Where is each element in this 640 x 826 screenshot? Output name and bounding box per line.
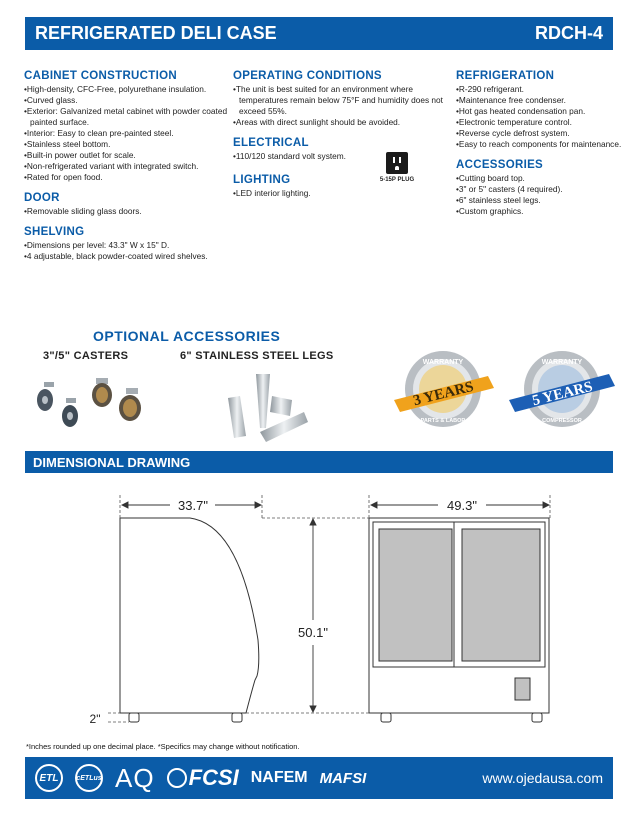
list-item: • Reverse cycle defrost system. xyxy=(456,128,631,139)
list-item: • Non-refrigerated variant with integrated switch. xyxy=(24,161,229,172)
warranty-badge-5-years xyxy=(505,348,620,430)
accessories-title: ACCESSORIES xyxy=(456,159,544,171)
stainless-legs-image xyxy=(220,372,320,444)
globe-icon xyxy=(167,768,187,788)
aq-logo: AQ xyxy=(115,762,155,793)
optional-accessories-title: OPTIONAL ACCESSORIES xyxy=(93,328,281,344)
list-item: • Stainless steel bottom. xyxy=(24,139,229,150)
plug-block xyxy=(372,152,422,183)
cetlus-logo: cETLus xyxy=(75,764,103,792)
leg-4-icon xyxy=(260,412,308,442)
refrigeration-title: REFRIGERATION xyxy=(456,70,555,82)
list-item: • R-290 refrigerant. xyxy=(456,84,631,95)
caster-3in-b-icon xyxy=(62,398,78,427)
legs-label: 6" STAINLESS STEEL LEGS xyxy=(180,350,334,362)
lighting-list xyxy=(233,188,448,199)
refrigeration-list xyxy=(456,84,631,150)
list-item: • Hot gas heated condensation pan. xyxy=(456,106,631,117)
column-middle xyxy=(233,70,448,208)
caster-5in-a-icon xyxy=(92,378,112,407)
warranty-years-text-2: 5 YEARS xyxy=(530,378,595,410)
footnote: *Inches rounded up one decimal place. *Specifics may change without notification. xyxy=(26,742,300,751)
casters-image xyxy=(30,378,150,438)
list-item: • Curved glass. xyxy=(24,95,229,106)
warranty-top-text-2: WARRANTY xyxy=(541,359,583,366)
side-view-outline xyxy=(120,518,259,713)
leg-2-icon xyxy=(256,374,270,428)
etl-logo: ETL xyxy=(35,764,63,792)
website-link[interactable]: www.ojedausa.com xyxy=(482,770,603,786)
front-leg-right xyxy=(532,713,542,722)
mafsi-logo: MAFSI xyxy=(319,769,367,787)
list-item: • Exterior: Galvanized metal cabinet with powder coated painted surface. xyxy=(24,106,229,128)
list-item: • Easy to reach components for maintenance. xyxy=(456,139,631,150)
leg-3-icon xyxy=(270,396,292,416)
operating-conditions-title: OPERATING CONDITIONS xyxy=(233,70,382,82)
fcsi-logo: FCSI xyxy=(167,765,239,791)
list-item: • Interior: Easy to clean pre-painted steel. xyxy=(24,128,229,139)
title-banner xyxy=(25,17,613,50)
list-item: • LED interior lighting. xyxy=(233,188,448,199)
list-item: • 110/120 standard volt system. xyxy=(233,151,448,162)
warranty-badge-3-years xyxy=(388,348,498,430)
door-title: DOOR xyxy=(24,192,60,204)
list-item: • Removable sliding glass doors. xyxy=(24,206,229,217)
list-item: • High-density, CFC-Free, polyurethane insulation. xyxy=(24,84,229,95)
shelving-title: SHELVING xyxy=(24,226,85,238)
lighting-title: LIGHTING xyxy=(233,174,291,186)
front-glass-left xyxy=(379,529,452,661)
width-label: 49.3" xyxy=(447,498,477,513)
shelving-list xyxy=(24,240,229,262)
list-item: • Areas with direct sunlight should be avoided. xyxy=(233,117,448,128)
front-glass-right xyxy=(462,529,540,661)
footer-banner xyxy=(25,757,613,799)
electrical-title: ELECTRICAL xyxy=(233,137,309,149)
dimensional-drawing xyxy=(0,475,640,737)
plug-label: 5-15P PLUG xyxy=(379,177,415,183)
column-right xyxy=(456,70,631,226)
dimensional-drawing-title: DIMENSIONAL DRAWING xyxy=(33,454,191,470)
warranty-top-text-1: WARRANTY xyxy=(422,359,464,366)
operating-conditions-list xyxy=(233,84,448,128)
list-item: • The unit is best suited for an environment where temperatures remain below 75°F and humidity does not exceed 55%. xyxy=(233,84,448,117)
cabinet-construction-list xyxy=(24,84,229,183)
casters-label: 3"/5" CASTERS xyxy=(43,350,129,362)
side-leg-back xyxy=(232,713,242,722)
caster-3in-a-icon xyxy=(37,382,54,411)
model-number: RDCH-4 xyxy=(534,23,603,43)
leg-1-icon xyxy=(228,396,246,438)
leg-height-label: 2" xyxy=(89,712,101,726)
list-item: • Rated for open food. xyxy=(24,172,229,183)
column-left xyxy=(24,70,229,271)
caster-5in-b-icon xyxy=(119,388,141,421)
height-label: 50.1" xyxy=(298,625,328,640)
list-item: • Cutting board top. xyxy=(456,173,631,184)
list-item: • Maintenance free condenser. xyxy=(456,95,631,106)
door-list xyxy=(24,206,229,217)
list-item: • Custom graphics. xyxy=(456,206,631,217)
product-title: REFRIGERATED DELI CASE xyxy=(35,23,277,43)
list-item: • Dimensions per level: 43.3" W x 15" D. xyxy=(24,240,229,251)
warranty-bottom-text-1: PARTS & LABOR xyxy=(420,418,466,424)
list-item: • 3" or 5" casters (4 required). xyxy=(456,184,631,195)
list-item: • Electronic temperature control. xyxy=(456,117,631,128)
front-leg-left xyxy=(381,713,391,722)
warranty-bottom-text-2: COMPRESSOR xyxy=(542,418,582,424)
nafem-logo: NAFEM xyxy=(250,769,308,786)
nema-5-15p-plug-icon xyxy=(386,152,408,174)
list-item: • Built-in power outlet for scale. xyxy=(24,150,229,161)
list-item: • 6" stainless steel legs. xyxy=(456,195,631,206)
dimensional-drawing-banner xyxy=(25,451,613,473)
cabinet-construction-title: CABINET CONSTRUCTION xyxy=(24,70,177,82)
control-panel xyxy=(515,678,530,700)
list-item: • 4 adjustable, black powder-coated wired shelves. xyxy=(24,251,229,262)
accessories-list xyxy=(456,173,631,217)
warranty-years-text-1: 3 YEARS xyxy=(411,378,476,410)
depth-label: 33.7" xyxy=(178,498,208,513)
side-leg-front xyxy=(129,713,139,722)
